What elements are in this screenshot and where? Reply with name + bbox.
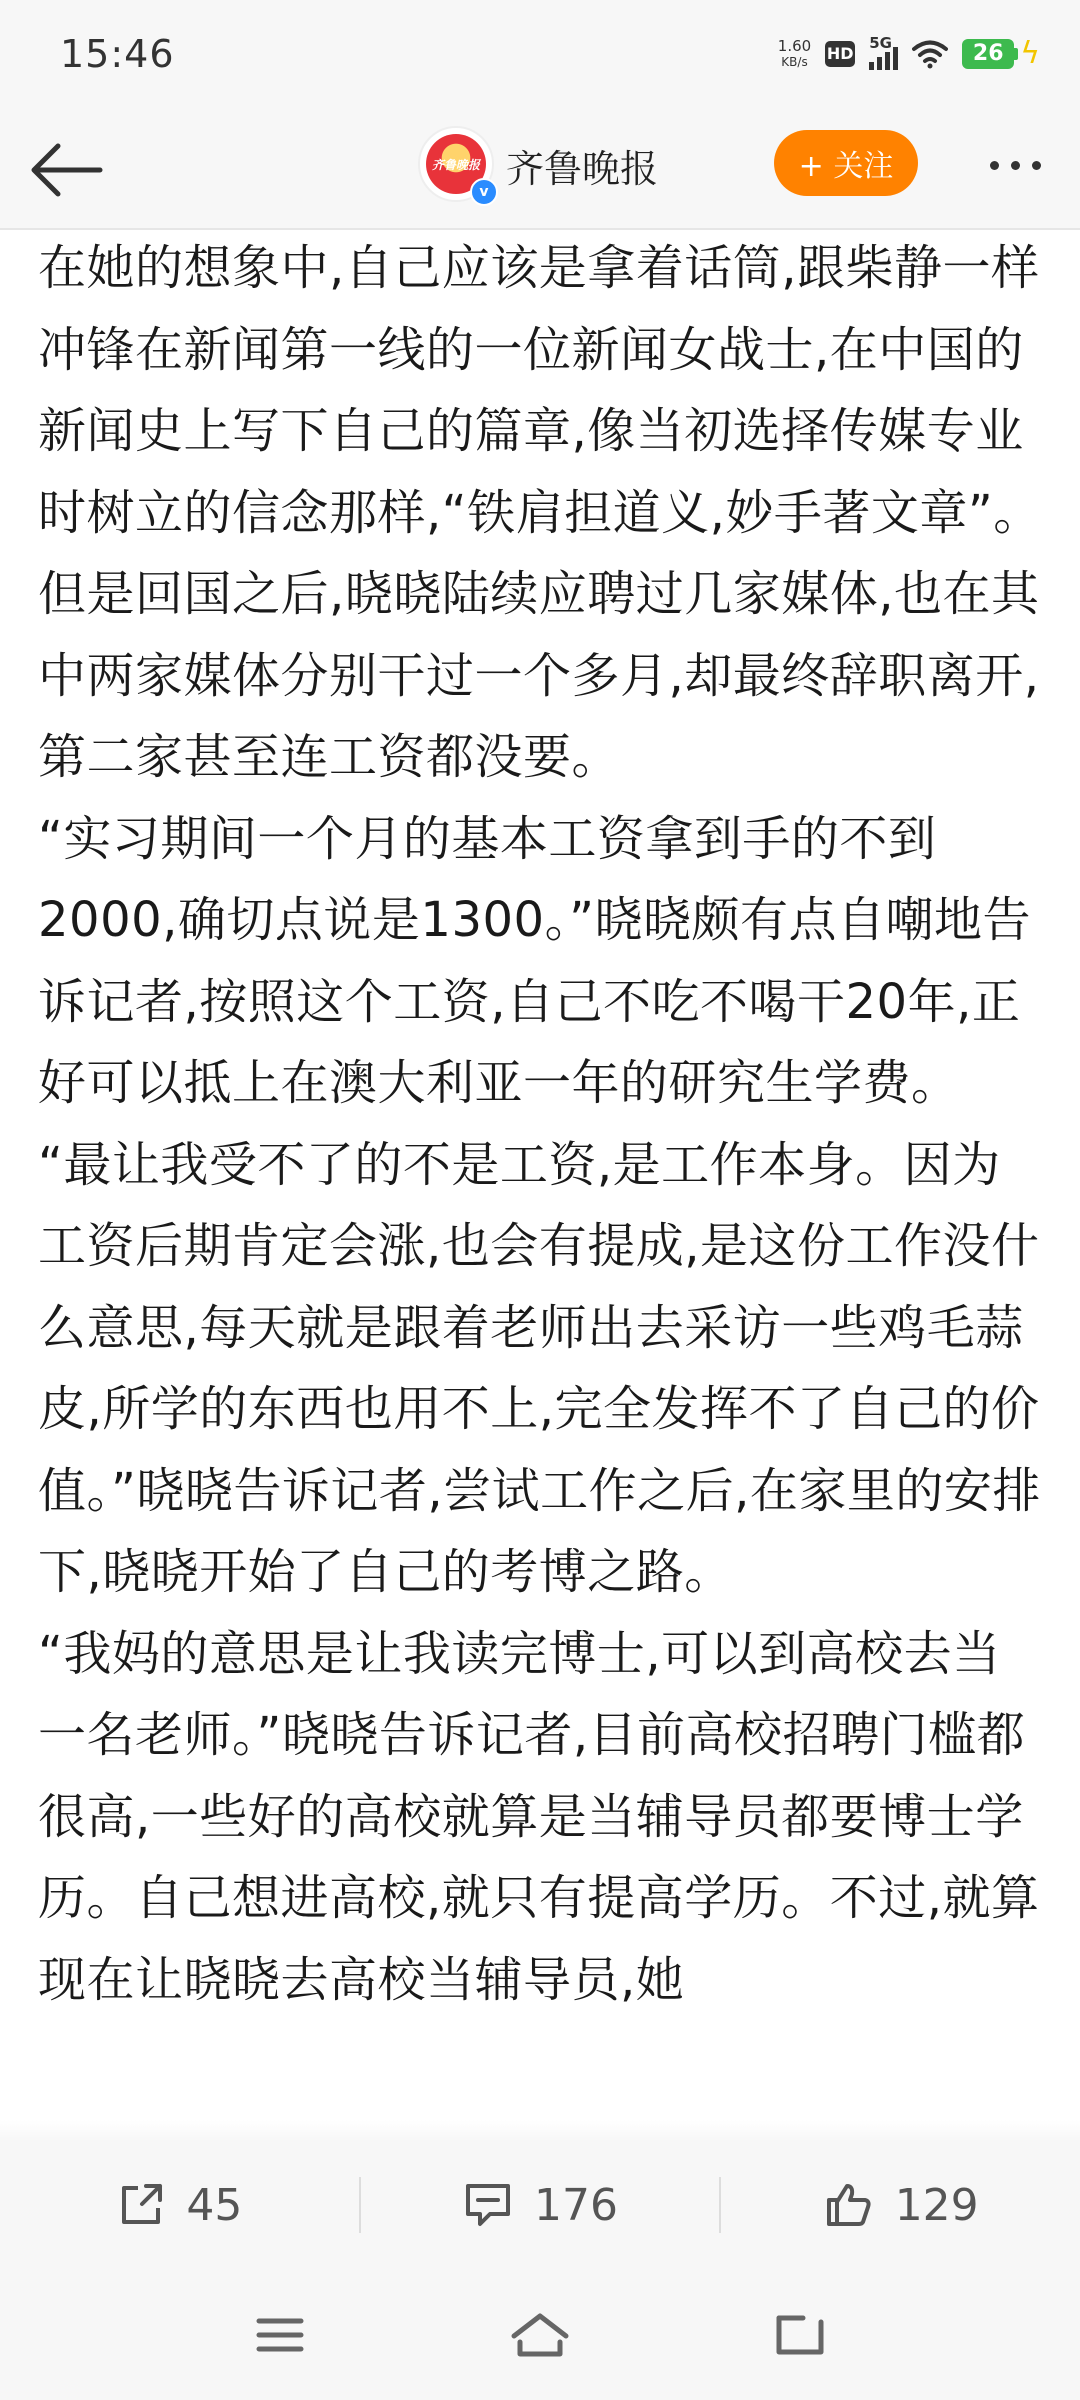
return-icon bbox=[773, 2312, 827, 2358]
thumbs-up-icon bbox=[823, 2180, 875, 2230]
return-button[interactable] bbox=[760, 2295, 840, 2375]
network-type-label: 5G bbox=[869, 33, 892, 52]
article-header bbox=[0, 110, 1080, 230]
home-button[interactable] bbox=[500, 2295, 580, 2375]
menu-icon bbox=[255, 2315, 305, 2355]
article-body bbox=[38, 228, 1048, 2138]
logo-text: 齐鲁晚报 bbox=[431, 157, 480, 172]
account-avatar[interactable] bbox=[418, 126, 494, 202]
like-button[interactable] bbox=[721, 2140, 1080, 2270]
verified-icon: v bbox=[470, 178, 498, 206]
menu-button[interactable] bbox=[240, 2295, 320, 2375]
battery-icon bbox=[962, 36, 1040, 71]
status-bar bbox=[0, 0, 1080, 110]
article-paragraph: “实习期间一个月的基本工资拿到手的不到2000,确切点说是1300。”晓晓颇有点自嘲地告诉记者,按照这个工资,自己不吃不喝干20年,正好可以抵上在澳大利亚一年的研究生学费。 bbox=[38, 810, 1031, 1111]
more-button[interactable] bbox=[970, 130, 1060, 200]
comment-icon bbox=[462, 2180, 514, 2230]
cellular-signal-icon bbox=[869, 33, 898, 70]
back-button[interactable] bbox=[24, 128, 108, 212]
wifi-icon bbox=[912, 39, 948, 69]
status-icons bbox=[777, 33, 1040, 71]
scroll-fade bbox=[0, 2120, 1080, 2142]
battery-level: 26 bbox=[962, 39, 1014, 69]
more-dots-icon bbox=[990, 161, 999, 170]
status-time: 15:46 bbox=[60, 32, 175, 76]
share-button[interactable] bbox=[0, 2140, 359, 2270]
follow-button[interactable]: + 关注 bbox=[774, 130, 918, 196]
network-speed-value: 1.60 bbox=[777, 36, 812, 55]
network-speed-unit: KB/s bbox=[781, 54, 808, 69]
share-icon bbox=[116, 2180, 166, 2230]
hd-icon: HD bbox=[825, 41, 855, 67]
like-count: 129 bbox=[894, 2179, 979, 2231]
back-arrow-icon bbox=[28, 140, 104, 200]
account-name[interactable]: 齐鲁晚报 bbox=[506, 147, 659, 191]
article-paragraph: “我妈的意思是让我读完博士,可以到高校去当一名老师。”晓晓告诉记者,目前高校招聘门槛都很高,一些好的高校就算是当辅导员都要博士学历。自己想进高校,就只有提高学历。不过,就算现在让晓晓去高校当辅导员,她 bbox=[38, 1625, 1040, 2008]
system-nav-bar bbox=[0, 2270, 1080, 2400]
comment-button[interactable] bbox=[361, 2140, 720, 2270]
network-speed bbox=[778, 38, 811, 70]
action-bar bbox=[0, 2140, 1080, 2270]
article-paragraph: 在她的想象中,自己应该是拿着话筒,跟柴静一样冲锋在新闻第一线的一位新闻女战士,在中国的新闻史上写下自己的篇章,像当初选择传媒专业时树立的信念那样,“铁肩担道义,妙手著文章”。但是回国之后,晓晓陆续应聘过几家媒体,也在其中两家媒体分别干过一个多月,却最终辞职离开,第二家甚至连工资都没要。 bbox=[38, 240, 1042, 785]
share-count: 45 bbox=[186, 2179, 243, 2231]
article-paragraph: “最让我受不了的不是工资,是工作本身。因为工资后期肯定会涨,也会有提成,是这份工作没什么意思,每天就是跟着老师出去采访一些鸡毛蒜皮,所学的东西也用不上,完全发挥不了自己的价值。”晓晓告诉记者,尝试工作之后,在家里的安排下,晓晓开始了自己的考博之路。 bbox=[38, 1136, 1041, 1600]
comment-count: 176 bbox=[534, 2179, 618, 2231]
home-icon bbox=[510, 2312, 570, 2358]
charging-icon: ϟ bbox=[1020, 36, 1040, 71]
